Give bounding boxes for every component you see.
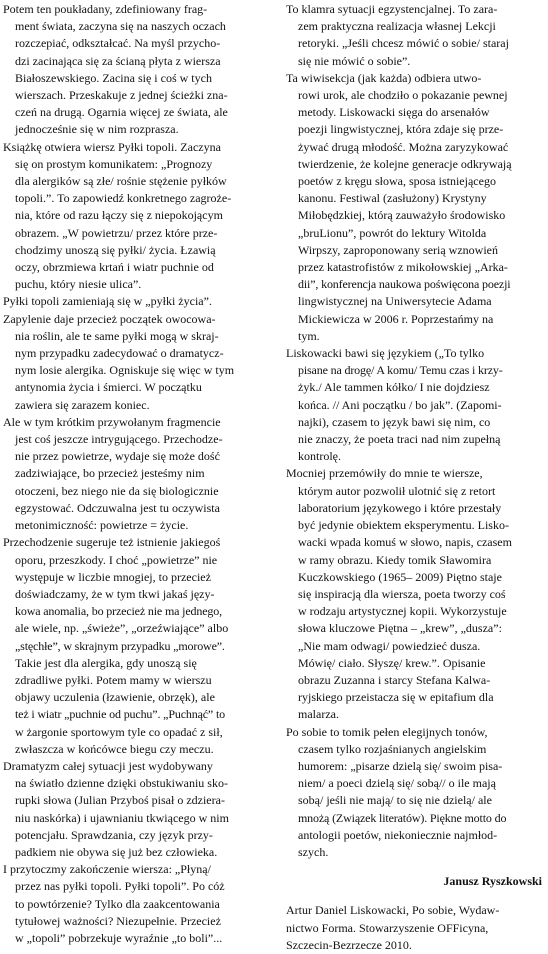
text-line: występuje w liczbie mnogiej, to przecież	[15, 569, 211, 584]
text-line: dla alergików są złe/ rośnie stężenie pyłków	[15, 174, 227, 189]
text-line: Ta wiwisekcja (jak każda) odbiera utwo-	[286, 70, 482, 85]
text-line: Mickiewicza w 2006 r. Poprzestańmy na	[298, 311, 494, 326]
author-signature: Janusz Ryszkowski	[443, 874, 542, 889]
text-line: Mówię/ ciało. Słyszę/ krew.”. Opisanie	[298, 655, 486, 670]
text-line: twierdzenie, że kolejne generacje odkrywają	[298, 156, 512, 171]
text-line: jest coś jeszcze intrygującego. Przechodze-	[15, 432, 223, 447]
left-column	[3, 1, 267, 947]
text-line: przez nas pyłki topoli. Pyłki topoli”. Po cóż	[15, 879, 225, 894]
text-line: „stęchłe”, w skrajnym przypadku „morowe”.	[15, 638, 225, 653]
text-line: poezji lingwistycznej, która zdaje się prze-	[298, 122, 504, 137]
text-line: w „topoli” pobrzekuje wyraźnie „to boli”...	[15, 930, 223, 945]
text-line: topoli.”. To zapowiedź konkretnego zagroże-	[15, 191, 232, 206]
text-line: ment świata, zaczyna się na naszych oczach	[15, 19, 226, 34]
text-line: rozczepiać, odkształcać. Na myśl przycho-	[15, 36, 221, 51]
text-line: którym autor pozwolił ulotnić się z retort	[298, 483, 496, 498]
text-line: metonimiczność: powietrze = życie.	[15, 518, 189, 533]
text-line: nym losie alergika. Ogniskuje się więc w tym	[15, 363, 235, 378]
text-line: nie znaczy, że poeta traci nad nim zupełną	[298, 432, 501, 447]
text-line: Przechodzenie sugeruje też istnienie jakiegoś	[3, 535, 221, 550]
text-line: To klamra sytuacji egzystencjalnej. To zara-	[286, 2, 498, 16]
text-line: „Nie mam odwagi/ powiedzieć dusza.	[298, 638, 481, 653]
text-line: tym.	[298, 328, 320, 343]
text-line: dzi zacinająca się za ścianą płyta z wiersza	[15, 53, 221, 68]
text-line: lingwistycznej na Uniwersytecie Adama	[298, 294, 492, 309]
text-line: zadziwiające, bo przecież jesteśmy nim	[15, 466, 205, 481]
text-line: kowa anomalia, bo przecież nie ma jednego,	[15, 604, 222, 619]
text-line: Pyłki topoli zamieniają się w „pyłki życia”.	[3, 294, 212, 309]
text-line: malarza.	[298, 707, 339, 722]
text-line: oporu, przeszkody. I choć „powietrze” nie	[15, 552, 218, 567]
text-line: doświadczamy, że w tym tkwi jakaś języ-	[15, 586, 215, 601]
text-line: Dramatyzm całej sytuacji jest wydobywany	[3, 758, 213, 773]
text-line: tytułowej ważności? Niezupełnie. Przecież	[15, 913, 221, 928]
text-line: najki), czasem to język bawi się nim, co	[298, 414, 491, 429]
text-line: Książkę otwiera wiersz Pyłki topoli. Zaczyna	[3, 139, 221, 154]
text-line: puchu, który niesie ulica”.	[15, 277, 142, 292]
text-line: padkiem nie obywa się już bez człowieka.	[15, 844, 218, 859]
text-line: Potem ten poukładany, zdefiniowany frag-	[3, 2, 208, 16]
text-line: to powtórzenie? Tylko dla zaakcentowania	[15, 896, 220, 911]
text-line: czasem tylko rozjaśnianych angielskim	[298, 741, 487, 756]
text-line: Wirpszy, zaproponowany serią wznowień	[298, 242, 499, 257]
text-line: wierszach. Przeskakuje z jednej ścieżki zna-	[15, 88, 228, 103]
text-line: Ale w tym krótkim przywołanym fragmencie	[3, 414, 221, 429]
credit-line: nictwo Forma. Stowarzyszenie OFFicyna,	[286, 920, 489, 935]
credit-line: Artur Daniel Liskowacki, Po sobie, Wydaw-	[286, 903, 500, 918]
text-line: się nie mówić o sobie”.	[298, 53, 411, 68]
text-line: szych.	[298, 844, 329, 859]
text-line: jednocześnie się w nim rozprasza.	[15, 122, 179, 137]
text-line: też i wiatr „puchnie od puchu”. „Puchnąć” to	[15, 707, 225, 722]
text-line: Takie jest dla alergika, gdy unoszą się	[15, 655, 197, 670]
text-line: czeń na drugą. Ogarnia więcej ze świata, ale	[15, 105, 228, 120]
text-line: Liskowacki bawi się językiem („To tylko	[286, 346, 485, 361]
text-line: przez katastrofistów z mikołowskiej „Arka-	[298, 260, 508, 275]
text-line: nie przez powietrze, wydaje się może dość	[15, 449, 220, 464]
text-line: antynomia życia i śmierci. W początku	[15, 380, 202, 395]
text-line: nym przypadku zadecydować o dramatycz-	[15, 346, 224, 361]
text-line: antologii poetów, niekoniecznie najmłod-	[298, 827, 498, 842]
text-line: końca. // Ani początku / bo jak”. (Zapomi-	[298, 397, 502, 412]
text-line: rupki słowa (Julian Przyboś pisał o zdziera-	[15, 793, 225, 808]
credit-line: Szczecin-Bezrzecze 2010.	[286, 937, 412, 952]
text-line: retoryki. „Jeśli chcesz mówić o sobie/ staraj	[298, 36, 509, 51]
text-line: Mocniej przemówiły do mnie te wiersze,	[286, 466, 483, 481]
text-line: zem praktyczna realizacja własnej Lekcji	[298, 19, 496, 34]
text-line: ale wiele, np. „świeże”, „orzeźwiające” albo	[15, 621, 229, 636]
text-line: słowa kluczowe Piętna – „krew”, „dusza”:	[298, 621, 502, 636]
text-line: mnożą (Związek literatów). Piękne motto do	[298, 810, 507, 825]
text-line: Kuczkowskiego (1965– 2009) Piętno staje	[298, 569, 502, 584]
text-line: obrazem. „W powietrzu/ przez które prze-	[15, 225, 218, 240]
text-line: nia roślin, ale te same pyłki mogą w skraj-	[15, 328, 219, 343]
text-line: zwłaszcza w końcówce biegu czy meczu.	[15, 741, 214, 756]
text-line: wacki wpada komuś w słowo, napis, czasem	[298, 535, 512, 550]
text-line: w żargonie sportowym tyle co opadać z sił,	[15, 724, 223, 739]
text-line: Miłobędzkiej, którą zauważyło środowisko	[298, 208, 506, 223]
text-line: obrazu Zuzanna i starcy Stefana Kalwa-	[298, 672, 491, 687]
book-credit	[286, 902, 544, 954]
spacer	[286, 890, 544, 902]
text-line: objawy uczulenia (łzawienie, obrzęk), ale	[15, 690, 215, 705]
text-line: sobą/ jeśli nie mają/ to się nie dzielą/ ale	[298, 793, 492, 808]
text-line: „bruLionu”, powrót do lektury Witolda	[298, 225, 487, 240]
text-line: humorem: „pisarze dzielą się/ swoim pisa-	[298, 758, 503, 773]
text-line: oczy, obrzmiewa krtań i wiatr puchnie od	[15, 260, 214, 275]
text-line: kontrolę.	[298, 449, 341, 464]
text-line: zawiera się zarazem koniec.	[15, 397, 150, 412]
text-line: żywać drugą młodość. Można zaryzykować	[298, 139, 509, 154]
text-line: chodzimy unoszą się pyłki/ życia. Łzawią	[15, 242, 216, 257]
text-line: kanonu. Festiwal (zasłużony) Krystyny	[298, 191, 487, 206]
text-line: niem/ a poeci dzielą się/ sobą// o ile mają	[298, 776, 496, 791]
text-line: w rodzaju artystycznej kopii. Wykorzystuje	[298, 604, 507, 619]
text-line: dii”, konferencja naukowa poświęcona poezji	[298, 277, 511, 292]
text-line: Białoszewskiego. Zacina się i coś w tych	[15, 70, 212, 85]
text-line: nia, które od razu łączy się z niepokojącym	[15, 208, 223, 223]
text-line: niu naskórka) i ujawnianiu tkwiącego w nim	[15, 810, 229, 825]
text-line: ryjskiego przeistacza się w epitafium dla	[298, 690, 494, 705]
text-line: metody. Liskowacki sięga do arsenałów	[298, 105, 490, 120]
text-line: Zapylenie daje przecież początek owocowa-	[3, 311, 216, 326]
text-line: Po sobie to tomik pełen elegijnych tonów,	[286, 724, 488, 739]
text-line: egzystować. Odczuwalna jest tu oczywista	[15, 500, 220, 515]
text-line: poetów z kręgu słowa, sposa istniejącego	[298, 174, 496, 189]
text-line: rowi urok, ale chodziło o pokazanie pewnej	[298, 88, 508, 103]
text-line: być jedynie obiektem eksperymentu. Lisko-	[298, 518, 509, 533]
text-line: laboratorium językowego i które przestały	[298, 500, 502, 515]
text-line: na światło dzienne dzięki obstukiwaniu sko-	[15, 776, 228, 791]
text-line: otoczeni, bez niego nie da się biologicznie	[15, 483, 219, 498]
text-line: zdradliwe pyłki. Potem mamy w wierszu	[15, 672, 212, 687]
text-line: się on prostym komunikatem: „Prognozy	[15, 156, 213, 171]
text-line: pisane na drogę/ A komu/ Temu czas i krzy-	[298, 363, 503, 378]
text-line: w ramy obrazu. Kiedy tomik Sławomira	[298, 552, 492, 567]
right-column	[286, 1, 544, 954]
text-line: żyk./ Ale tammen kółko/ I nie dojdziesz	[298, 380, 490, 395]
text-line: potencjału. Sprawdzania, czy język przy-	[15, 827, 213, 842]
text-line: się inspiracją dla wiersza, poeta tworzy coś	[298, 586, 506, 601]
text-line: I przytoczmy zakończenie wiersza: „Płyną/	[3, 862, 211, 877]
